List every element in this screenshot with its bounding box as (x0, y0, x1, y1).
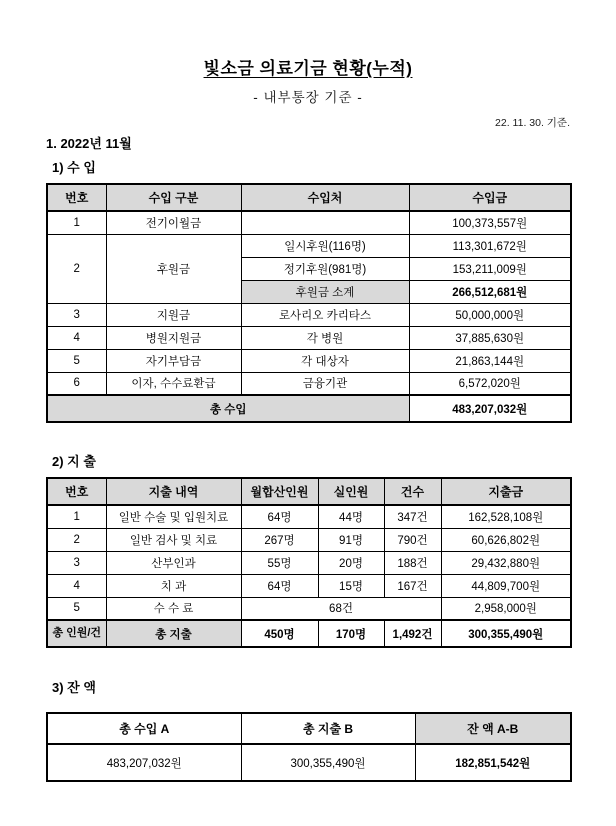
income-row-2-sub1 (47, 234, 571, 257)
income-r1-category: 전기이월금 (106, 211, 241, 234)
income-header-row (47, 184, 571, 211)
balance-section-heading: 3) 잔 액 (52, 680, 96, 695)
income-r5-amount: 21,863,144원 (409, 349, 571, 372)
expense-header-monthly: 월합산인원 (241, 478, 318, 505)
expense-r1-monthly: 64명 (241, 505, 318, 528)
balance-header-income: 총 수입 A (47, 713, 241, 744)
income-total-row (47, 395, 571, 422)
income-r2-sub1-amount: 113,301,672원 (409, 234, 571, 257)
balance-income-value: 483,207,032원 (47, 744, 241, 781)
expense-header-actual: 실인원 (318, 478, 384, 505)
income-table (46, 183, 572, 423)
income-total-label: 총 수입 (47, 395, 409, 422)
expense-row-4 (47, 574, 571, 597)
expense-section-heading: 2) 지 출 (52, 454, 96, 469)
expense-total-label1: 총 인원/건 (47, 620, 106, 647)
income-header-amount: 수입금 (409, 184, 571, 211)
expense-total-amount: 300,355,490원 (441, 620, 571, 647)
income-r5-source: 각 대상자 (241, 349, 409, 372)
expense-r2-monthly: 267명 (241, 528, 318, 551)
balance-table (46, 712, 572, 782)
expense-table (46, 477, 572, 648)
balance-header-balance: 잔 액 A-B (415, 713, 571, 744)
expense-r3-monthly: 55명 (241, 551, 318, 574)
expense-r4-actual: 15명 (318, 574, 384, 597)
expense-row-3 (47, 551, 571, 574)
date-note: 22. 11. 30. 기준. (495, 117, 570, 129)
income-r4-no: 4 (47, 326, 106, 349)
expense-r3-item: 산부인과 (106, 551, 241, 574)
expense-total-cases: 1,492건 (384, 620, 441, 647)
expense-r2-amount: 60,626,802원 (441, 528, 571, 551)
expense-total-monthly: 450명 (241, 620, 318, 647)
expense-r5-no: 5 (47, 597, 106, 620)
income-r2-sub2-source: 정기후원(981명) (241, 257, 409, 280)
expense-r5-merged-cases: 68건 (241, 597, 441, 620)
income-r1-amount: 100,373,557원 (409, 211, 571, 234)
expense-r1-item: 일반 수술 및 입원치료 (106, 505, 241, 528)
income-row-6 (47, 372, 571, 395)
expense-header-row (47, 478, 571, 505)
expense-r3-no: 3 (47, 551, 106, 574)
document-title: 빛소금 의료기금 현황(누적) (203, 59, 413, 78)
expense-header-cases: 건수 (384, 478, 441, 505)
income-r4-category: 병원지원금 (106, 326, 241, 349)
income-r1-source (241, 211, 409, 234)
income-header-no: 번호 (47, 184, 106, 211)
expense-row-5 (47, 597, 571, 620)
balance-expense-value: 300,355,490원 (241, 744, 415, 781)
balance-value-row (47, 744, 571, 781)
expense-header-amount: 지출금 (441, 478, 571, 505)
income-r6-amount: 6,572,020원 (409, 372, 571, 395)
income-r4-source: 각 병원 (241, 326, 409, 349)
month-heading: 1. 2022년 11월 (46, 136, 132, 151)
income-r5-no: 5 (47, 349, 106, 372)
expense-total-actual: 170명 (318, 620, 384, 647)
income-r2-sub2-amount: 153,211,009원 (409, 257, 571, 280)
income-r3-no: 3 (47, 303, 106, 326)
expense-r1-cases: 347건 (384, 505, 441, 528)
income-total-amount: 483,207,032원 (409, 395, 571, 422)
expense-r2-item: 일반 검사 및 치료 (106, 528, 241, 551)
expense-r4-cases: 167건 (384, 574, 441, 597)
expense-r1-amount: 162,528,108원 (441, 505, 571, 528)
income-r2-category: 후원금 (106, 234, 241, 303)
expense-r1-no: 1 (47, 505, 106, 528)
expense-r2-actual: 91명 (318, 528, 384, 551)
expense-r5-amount: 2,958,000원 (441, 597, 571, 620)
expense-r5-item: 수 수 료 (106, 597, 241, 620)
income-r6-category: 이자, 수수료환급 (106, 372, 241, 395)
expense-r4-item: 치 과 (106, 574, 241, 597)
expense-r4-no: 4 (47, 574, 106, 597)
expense-header-no: 번호 (47, 478, 106, 505)
income-r3-category: 지원금 (106, 303, 241, 326)
income-r3-source: 로사리오 카리타스 (241, 303, 409, 326)
income-r4-amount: 37,885,630원 (409, 326, 571, 349)
income-r2-sub1-source: 일시후원(116명) (241, 234, 409, 257)
expense-r4-monthly: 64명 (241, 574, 318, 597)
expense-r3-cases: 188건 (384, 551, 441, 574)
income-row-4 (47, 326, 571, 349)
document-subtitle: - 내부통장 기준 - (253, 90, 363, 105)
income-row-1 (47, 211, 571, 234)
income-header-category: 수입 구분 (106, 184, 241, 211)
income-r2-no: 2 (47, 234, 106, 303)
income-r5-category: 자기부담금 (106, 349, 241, 372)
income-r2-subtotal-label: 후원금 소계 (241, 280, 409, 303)
expense-r3-amount: 29,432,880원 (441, 551, 571, 574)
expense-total-label2: 총 지출 (106, 620, 241, 647)
expense-r4-amount: 44,809,700원 (441, 574, 571, 597)
expense-r2-no: 2 (47, 528, 106, 551)
income-header-source: 수입처 (241, 184, 409, 211)
income-r2-subtotal-amount: 266,512,681원 (409, 280, 571, 303)
balance-header-row (47, 713, 571, 744)
expense-r1-actual: 44명 (318, 505, 384, 528)
expense-r2-cases: 790건 (384, 528, 441, 551)
expense-r3-actual: 20명 (318, 551, 384, 574)
income-r6-source: 금융기관 (241, 372, 409, 395)
income-r3-amount: 50,000,000원 (409, 303, 571, 326)
income-row-3 (47, 303, 571, 326)
balance-balance-value: 182,851,542원 (415, 744, 571, 781)
income-r1-no: 1 (47, 211, 106, 234)
expense-header-item: 지출 내역 (106, 478, 241, 505)
income-r6-no: 6 (47, 372, 106, 395)
expense-row-2 (47, 528, 571, 551)
income-section-heading: 1) 수 입 (52, 160, 96, 175)
income-row-5 (47, 349, 571, 372)
expense-row-1 (47, 505, 571, 528)
balance-header-expense: 총 지출 B (241, 713, 415, 744)
expense-total-row (47, 620, 571, 647)
